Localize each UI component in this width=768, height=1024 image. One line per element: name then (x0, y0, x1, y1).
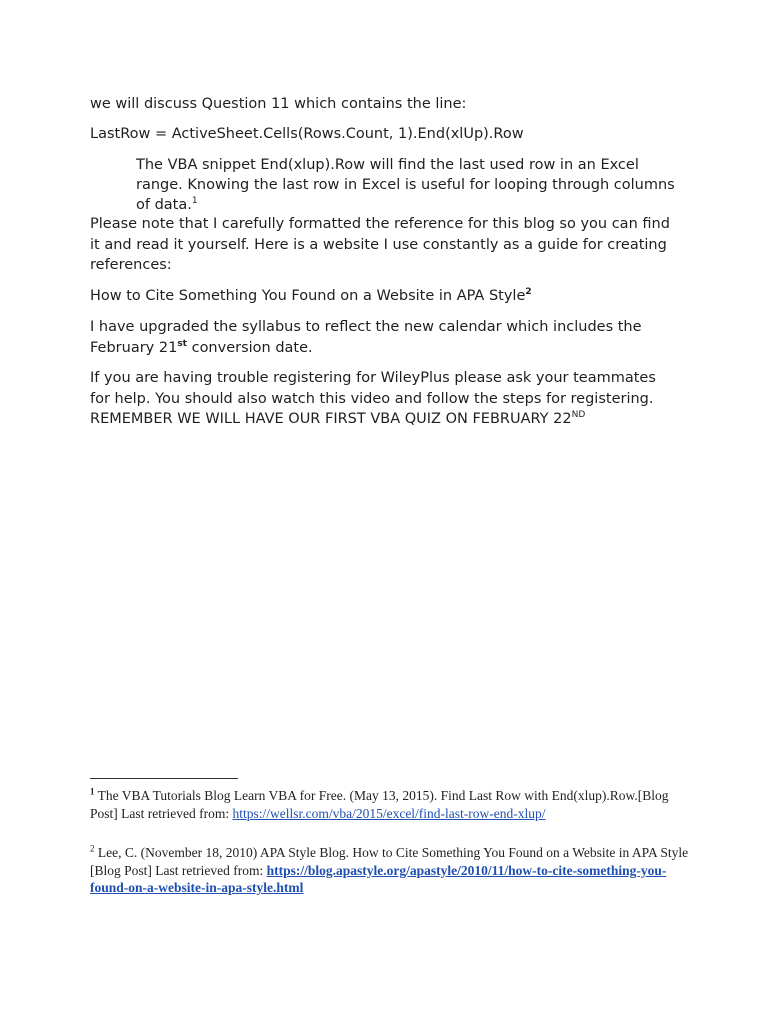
wileyplus-paragraph (90, 368, 680, 430)
wileyplus-ordinal: ND (571, 410, 586, 421)
footnote-1-link[interactable]: https://wellsr.com/vba/2015/excel/find-last-row-end-xlup/ (232, 805, 546, 821)
footnote-ref-2[interactable]: 2 (525, 287, 532, 298)
footnote-2 (90, 844, 690, 897)
footnote-ref-1[interactable]: 1 (191, 196, 198, 207)
footnote-2-number: 2 (90, 843, 95, 854)
block-quote-text: The VBA snippet End(xlup).Row will find the last used row in an Excel range. Knowing the last row in Excel is useful for looping through columns of data. (136, 157, 675, 213)
footnote-2-text: Lee, C. (November 18, 2010) APA Style Blog. How to Cite Something You Found on a Website in APA Style [Blog Post] Last retrieved from: (90, 845, 689, 878)
reference-note-paragraph: Please note that I carefully formatted the reference for this blog so you can find it and read it yourself. Here is a website I use constantly as a guide for creating references: (90, 216, 670, 273)
footnote-1-number: 1 (90, 786, 95, 797)
footnote-2-link[interactable]: https://blog.apastyle.org/apastyle/2010/11/how-to-cite-something-you-found-on-a-website-in-apa-style.html (90, 862, 667, 895)
syllabus-paragraph (90, 317, 680, 358)
reference-title-text: How to Cite Something You Found on a Website in APA Style (90, 288, 526, 304)
code-line: LastRow = ActiveSheet.Cells(Rows.Count, 1).End(xlUp).Row (90, 126, 524, 142)
wileyplus-text: If you are having trouble registering for WileyPlus please ask your teammates for help. You should also watch this video and follow the steps for registering. REMEMBER WE WILL HAVE OUR FIRST VBA QUIZ ON FEBRUARY 22 (90, 370, 656, 427)
intro-paragraph: we will discuss Question 11 which contains the line: (90, 96, 467, 112)
syllabus-text-end: conversion date. (186, 339, 313, 356)
block-quote (136, 155, 676, 215)
syllabus-text: I have upgraded the syllabus to reflect the new calendar which includes the February 21 (90, 319, 642, 356)
reference-title (90, 286, 680, 307)
footnote-1-text: The VBA Tutorials Blog Learn VBA for Free. (May 13, 2015). Find Last Row with End(xlup).Row.[Blog Post] Last retrieved from: (90, 788, 669, 821)
footnote-separator (90, 778, 238, 779)
syllabus-ordinal: st (177, 338, 187, 349)
footnote-1 (90, 787, 690, 822)
